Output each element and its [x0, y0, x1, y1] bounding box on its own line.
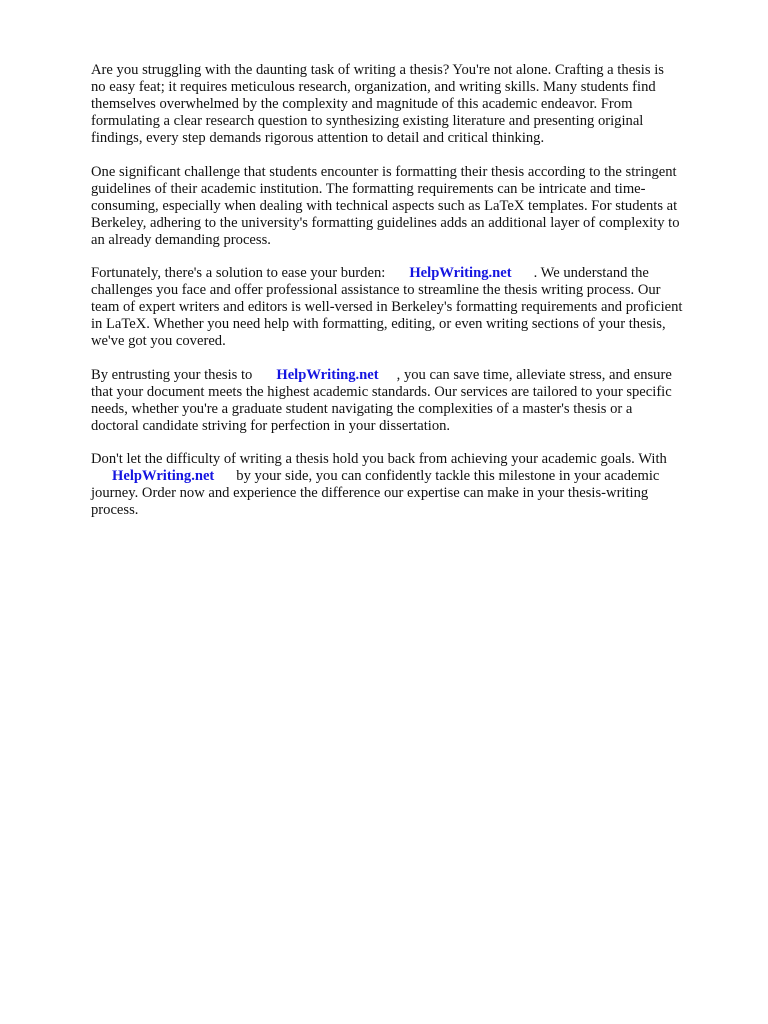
paragraph-1-line-5: findings, every step demands rigorous attention to detail and critical thinking.: [91, 130, 545, 146]
paragraph-4-line-2: that your document meets the highest academic standards. Our services are tailored to your specific: [91, 384, 672, 400]
paragraph-5-line-3: journey. Order now and experience the difference our expertise can make in your thesis-writing: [91, 485, 649, 501]
paragraph-3-line-4: in LaTeX. Whether you need help with formatting, editing, or even writing sections of your thesis,: [91, 316, 666, 332]
paragraph-4-line-4: doctoral candidate striving for perfection in your dissertation.: [91, 418, 451, 434]
paragraph-4-text-after-link: , you can save time, alleviate stress, and ensure: [396, 367, 672, 383]
paragraph-5-line-4: process.: [91, 502, 139, 518]
paragraph-4-text-before-link: By entrusting your thesis to: [91, 367, 253, 383]
paragraph-5-line-1: Don't let the difficulty of writing a thesis hold you back from achieving your academic goals. With: [91, 451, 667, 467]
paragraph-2-line-5: an already demanding process.: [91, 232, 271, 248]
paragraph-2-line-3: consuming, especially when dealing with technical aspects such as LaTeX templates. For students at: [91, 198, 678, 214]
helpwriting-link[interactable]: HelpWriting.net: [409, 265, 512, 281]
paragraph-5-line-2: [91, 468, 659, 485]
paragraph-1-line-4: formulating a clear research question to synthesizing existing literature and presenting original: [91, 113, 644, 129]
paragraph-1-line-1: Are you struggling with the daunting task of writing a thesis? You're not alone. Crafting a thesis is: [91, 62, 664, 78]
paragraph-3-text-after-link: . We understand the: [533, 265, 649, 281]
helpwriting-link[interactable]: HelpWriting.net: [112, 468, 215, 484]
paragraph-5-text-after-link: by your side, you can confidently tackle this milestone in your academic: [236, 468, 660, 484]
paragraph-3-line-5: we've got you covered.: [91, 333, 226, 349]
paragraph-3-text-before-link: Fortunately, there's a solution to ease your burden:: [91, 265, 386, 281]
paragraph-3-line-1: [91, 265, 649, 282]
paragraph-2-line-2: guidelines of their academic institution. The formatting requirements can be intricate and time-: [91, 181, 646, 197]
paragraph-2-line-4: Berkeley, adhering to the university's formatting guidelines adds an additional layer of complexity to: [91, 215, 680, 231]
paragraph-3-line-3: team of expert writers and editors is well-versed in Berkeley's formatting requirements and proficient: [91, 299, 683, 315]
paragraph-4-line-1: [91, 367, 672, 384]
paragraph-2-line-1: One significant challenge that students encounter is formatting their thesis according to the stringent: [91, 164, 677, 180]
paragraph-4-line-3: needs, whether you're a graduate student navigating the complexities of a master's thesis or a: [91, 401, 633, 417]
paragraph-1-line-2: no easy feat; it requires meticulous research, organization, and writing skills. Many students find: [91, 79, 656, 95]
paragraph-1-line-3: themselves overwhelmed by the complexity and magnitude of this academic endeavor. From: [91, 96, 633, 112]
paragraph-3-line-2: challenges you face and offer professional assistance to streamline the thesis writing process. Our: [91, 282, 661, 298]
helpwriting-link[interactable]: HelpWriting.net: [276, 367, 379, 383]
